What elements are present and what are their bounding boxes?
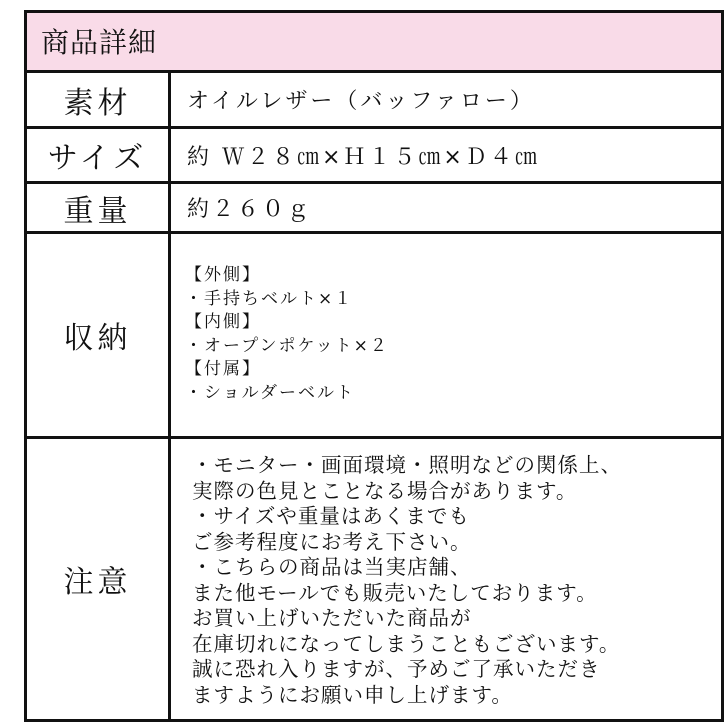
row-storage <box>27 234 721 439</box>
value-material: オイルレザー（バッファロー） <box>187 89 535 114</box>
label-material: 素材 <box>27 73 171 126</box>
storage-line: ・オープンポケット×２ <box>185 335 389 356</box>
notes-line: 在庫切れになってしまうこともございます。 <box>192 631 621 656</box>
row-notes <box>27 439 721 719</box>
storage-line: ・手持ちベルト×１ <box>185 288 354 309</box>
storage-line: ・ショルダーベルト <box>185 382 355 403</box>
notes-line: お買い上げいただいた商品が <box>192 606 472 630</box>
table-title: 商品詳細 <box>27 13 721 73</box>
label-storage: 収納 <box>27 234 171 436</box>
notes-line: ご参考程度にお考え下さい。 <box>192 529 472 554</box>
value-size: 約 Ｗ２８㎝×Ｈ１５㎝×Ｄ４㎝ <box>187 144 540 170</box>
storage-line: 【外側】 <box>185 265 261 285</box>
notes-line: また他モールでも販売いたしております。 <box>192 580 598 605</box>
notes-line: ・こちらの商品は当実店舗、 <box>192 555 472 579</box>
storage-line: 【付属】 <box>185 359 261 379</box>
storage-line: 【内側】 <box>185 312 261 332</box>
notes-line: 実際の色見とことなる場合があります。 <box>192 478 578 503</box>
notes-line: 誠に恐れ入りますが、予めご了承いただき <box>192 657 601 681</box>
notes-line: ますようにお願い申し上げます。 <box>192 682 513 707</box>
label-size: サイズ <box>27 129 171 181</box>
storage-list <box>185 264 389 405</box>
label-weight: 重量 <box>27 184 171 231</box>
notes-line: ・サイズや重量はあくまでも <box>192 504 470 528</box>
product-details-table <box>24 10 724 722</box>
notes-text <box>192 453 622 708</box>
value-weight: 約２６０ｇ <box>187 197 313 222</box>
row-material <box>27 73 721 129</box>
label-notes: 注意 <box>27 439 171 719</box>
row-weight <box>27 184 721 234</box>
notes-line: ・モニター・画面環境・照明などの関係上、 <box>192 453 622 477</box>
row-size <box>27 129 721 184</box>
